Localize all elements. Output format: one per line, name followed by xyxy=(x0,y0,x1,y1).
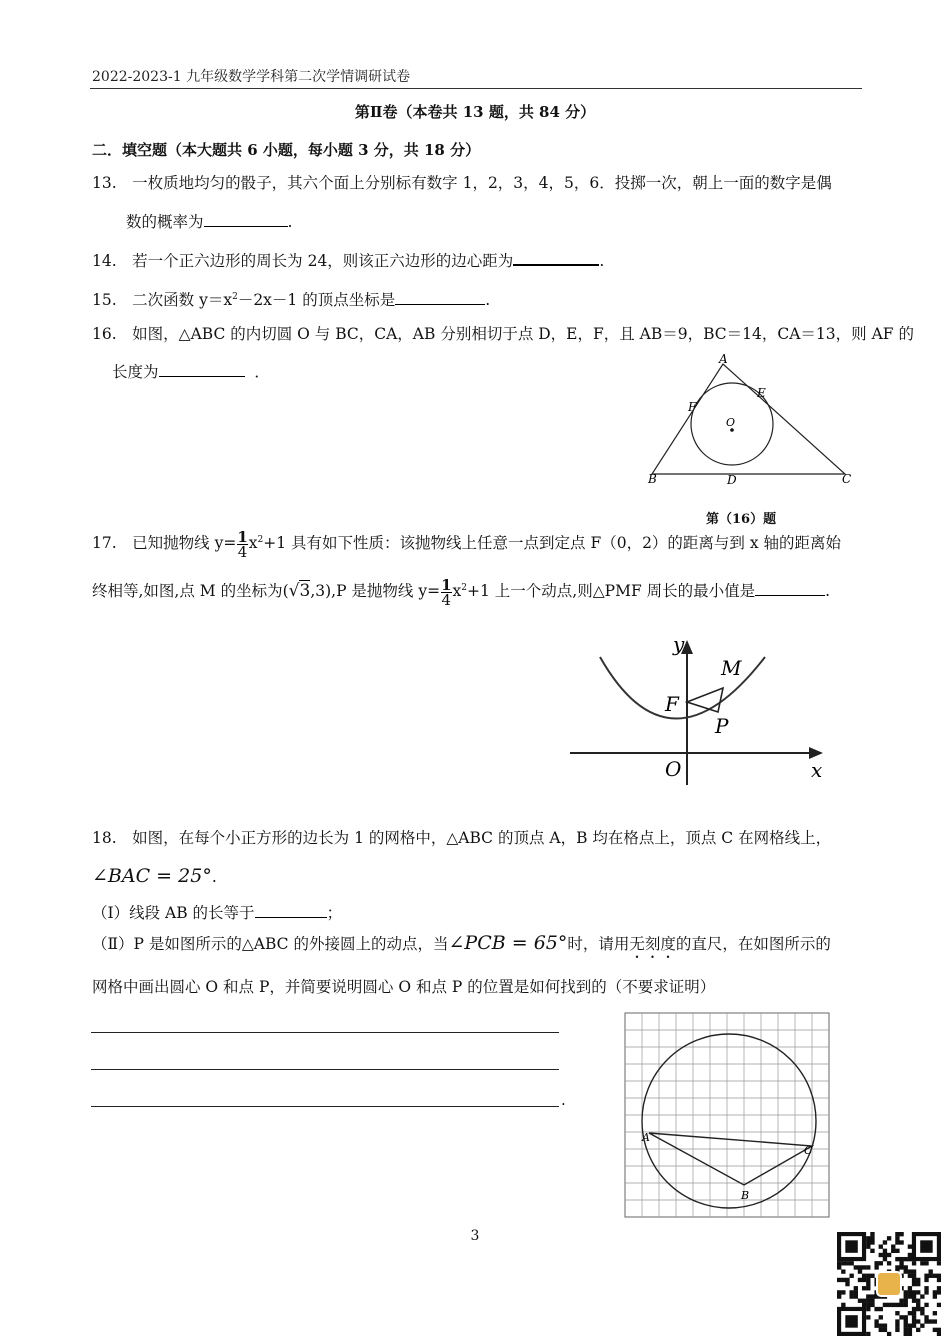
qr-module xyxy=(870,1249,874,1253)
qr-module xyxy=(883,1240,887,1244)
qr-module xyxy=(916,1328,920,1332)
q17-text-pre: 17. 已知抛物线 y= xyxy=(92,534,237,552)
qr-module xyxy=(908,1328,912,1332)
fraction-denominator-2: 4 xyxy=(441,590,452,609)
qr-module xyxy=(899,1303,903,1307)
qr-module xyxy=(912,1269,916,1273)
label-origin: O xyxy=(665,757,682,781)
qr-module xyxy=(854,1286,858,1290)
q18-part1-text: （Ⅰ）线段 AB 的长等于 xyxy=(92,904,255,922)
qr-code[interactable] xyxy=(837,1232,941,1336)
answer-line-2[interactable] xyxy=(91,1069,559,1070)
qr-module xyxy=(933,1274,937,1278)
qr-module xyxy=(879,1324,883,1328)
qr-module xyxy=(912,1315,916,1319)
qr-module xyxy=(920,1240,932,1252)
q16-answer-blank[interactable] xyxy=(159,361,245,377)
qr-module xyxy=(912,1294,916,1298)
qr-module xyxy=(887,1253,891,1257)
qr-module xyxy=(870,1240,874,1244)
q16-triangle-figure xyxy=(640,350,860,490)
q17-text-post: +1 具有如下性质：该抛物线上任意一点到定点 F（0，2）的距离与到 x 轴的距离始 xyxy=(263,534,842,552)
qr-module xyxy=(924,1290,928,1294)
qr-module xyxy=(904,1299,908,1303)
qr-module xyxy=(874,1265,878,1269)
fraction-numerator-2: 1 xyxy=(441,575,452,594)
qr-module xyxy=(929,1319,933,1323)
emphasis-no-scale: 无刻度 xyxy=(629,935,676,953)
q17-parabola-figure xyxy=(565,630,835,790)
qr-module xyxy=(904,1315,908,1319)
qr-module xyxy=(908,1324,912,1328)
qr-module xyxy=(895,1249,899,1253)
label-p-point: P xyxy=(715,714,729,738)
qr-module xyxy=(933,1328,937,1332)
qr-module xyxy=(904,1303,908,1307)
qr-module xyxy=(937,1290,941,1294)
qr-module xyxy=(937,1303,941,1307)
qr-module xyxy=(904,1265,908,1269)
qr-module xyxy=(879,1328,883,1332)
qr-module xyxy=(887,1303,891,1307)
qr-module xyxy=(887,1332,891,1336)
fraction-numerator: 1 xyxy=(237,527,248,546)
qr-module xyxy=(924,1274,928,1278)
q13-line2 xyxy=(126,211,292,232)
q13-end: . xyxy=(287,213,293,231)
q17-exponent-2: 2 xyxy=(461,583,468,593)
qr-module xyxy=(866,1244,870,1248)
q13-text: 数的概率为 xyxy=(126,213,204,231)
qr-module xyxy=(904,1324,908,1328)
label-y: y xyxy=(673,632,685,656)
header-rule xyxy=(90,88,862,89)
qr-module xyxy=(866,1278,870,1282)
qr-module xyxy=(883,1328,887,1332)
triangle-pmf xyxy=(687,688,723,712)
qr-module xyxy=(895,1232,899,1236)
qr-module xyxy=(883,1324,887,1328)
qr-module xyxy=(858,1278,862,1282)
qr-logo-icon xyxy=(877,1272,901,1296)
qr-module xyxy=(879,1307,883,1311)
circumcircle xyxy=(642,1034,816,1208)
qr-module xyxy=(841,1290,845,1294)
q17-line2-post: +1 上一个动点,则△PMF 周长的最小值是 xyxy=(467,582,756,600)
qr-module xyxy=(904,1328,908,1332)
label-b-grid: B xyxy=(741,1189,750,1202)
qr-module xyxy=(916,1290,920,1294)
qr-module xyxy=(837,1294,841,1298)
qr-module xyxy=(837,1278,841,1282)
qr-module xyxy=(887,1236,891,1240)
qr-module xyxy=(870,1232,874,1236)
qr-module xyxy=(920,1261,924,1265)
qr-module xyxy=(866,1303,870,1307)
qr-module xyxy=(854,1294,858,1298)
fraction-denominator: 4 xyxy=(237,542,248,561)
label-a: A xyxy=(719,352,728,366)
answer-end-mark: . xyxy=(561,1091,566,1109)
q18-part2-post: 的直尺，在如图所示的 xyxy=(675,935,831,953)
qr-module xyxy=(849,1261,853,1265)
qr-module xyxy=(874,1319,878,1323)
qr-module xyxy=(837,1265,841,1269)
qr-module xyxy=(904,1269,908,1273)
q17-line2-pre: 终相等,如图,点 M 的坐标为( xyxy=(92,582,289,600)
qr-module xyxy=(866,1294,870,1298)
qr-module xyxy=(895,1319,899,1323)
label-f-point: F xyxy=(665,692,679,716)
q18-part2-mid: 时，请用 xyxy=(567,935,630,953)
qr-module xyxy=(937,1286,941,1290)
qr-module xyxy=(883,1257,887,1261)
qr-module xyxy=(845,1240,857,1252)
qr-module xyxy=(841,1261,845,1265)
label-d: D xyxy=(727,473,737,487)
angle-pcb: ∠PCB = 65° xyxy=(448,932,568,954)
label-e: E xyxy=(757,386,766,400)
q14-line xyxy=(92,249,604,271)
qr-module xyxy=(908,1253,912,1257)
qr-module xyxy=(837,1290,841,1294)
qr-module xyxy=(904,1257,908,1261)
qr-module xyxy=(895,1311,899,1315)
qr-module xyxy=(899,1257,903,1261)
qr-module xyxy=(841,1269,845,1273)
q18-part2 xyxy=(92,931,831,962)
q15-answer-blank[interactable] xyxy=(395,289,485,305)
q18-part1-end: ； xyxy=(326,904,343,922)
q17-var-2: x xyxy=(452,582,462,600)
qr-module xyxy=(904,1290,908,1294)
page-number: 3 xyxy=(470,1228,480,1244)
q17-exponent: 2 xyxy=(257,535,264,545)
qr-module xyxy=(837,1261,841,1265)
answer-line-3[interactable] xyxy=(91,1106,559,1107)
qr-module xyxy=(916,1299,920,1303)
qr-module xyxy=(866,1274,870,1278)
qr-module xyxy=(912,1278,916,1282)
sqrt-argument: 3 xyxy=(299,581,311,601)
qr-module xyxy=(912,1261,916,1265)
q16-end: ． xyxy=(254,363,270,381)
qr-module xyxy=(912,1319,916,1323)
qr-module xyxy=(879,1315,883,1319)
qr-module xyxy=(883,1249,887,1253)
qr-module xyxy=(899,1232,903,1236)
qr-module xyxy=(908,1332,912,1336)
answer-line-1[interactable] xyxy=(91,1032,559,1033)
label-m-point: M xyxy=(721,656,742,680)
qr-module xyxy=(866,1265,870,1269)
triangle-abc-grid xyxy=(649,1133,812,1185)
fraction-one-quarter-2 xyxy=(441,575,452,609)
qr-module xyxy=(933,1294,937,1298)
qr-module xyxy=(916,1319,920,1323)
fraction-one-quarter xyxy=(237,527,248,561)
qr-module xyxy=(887,1261,891,1265)
q13-answer-blank[interactable] xyxy=(204,211,288,227)
q16-line1: 16. 如图，△ABC 的内切圆 O 与 BC，CA，AB 分别相切于点 D，E，F，且 AB＝9，BC＝14，CA＝13，则 AF 的 xyxy=(92,325,914,343)
qr-module xyxy=(862,1286,866,1290)
q15-end: . xyxy=(485,291,491,309)
qr-module xyxy=(916,1278,920,1282)
qr-module xyxy=(866,1332,870,1336)
q18-angle-line xyxy=(92,864,217,889)
qr-module xyxy=(912,1290,916,1294)
qr-module xyxy=(866,1240,870,1244)
qr-module xyxy=(912,1282,916,1286)
qr-module xyxy=(904,1294,908,1298)
q18-part2-line2: 网格中画出圆心 O 和点 P，并简要说明圆心 O 和点 P 的位置是如何找到的（不要求证明） xyxy=(92,978,716,996)
q17-line2 xyxy=(92,574,830,607)
qr-module xyxy=(908,1286,912,1290)
qr-module xyxy=(937,1332,941,1336)
qr-module xyxy=(937,1274,941,1278)
qr-module xyxy=(866,1286,870,1290)
qr-module xyxy=(870,1274,874,1278)
section-title: 第Ⅱ卷（本卷共 13 题，共 84 分） xyxy=(354,103,596,121)
qr-module xyxy=(845,1278,849,1282)
q17-end: . xyxy=(825,582,831,600)
qr-module xyxy=(879,1244,883,1248)
qr-module xyxy=(895,1236,899,1240)
qr-module xyxy=(858,1265,862,1269)
qr-module xyxy=(899,1299,903,1303)
qr-module xyxy=(908,1269,912,1273)
qr-module xyxy=(912,1274,916,1278)
qr-module xyxy=(904,1332,908,1336)
angle-end: . xyxy=(211,868,217,886)
qr-module xyxy=(891,1244,895,1248)
qr-module xyxy=(862,1274,866,1278)
qr-module xyxy=(862,1303,866,1307)
qr-module xyxy=(866,1299,870,1303)
q16-figure-caption: 第（16）题 xyxy=(706,512,777,527)
q13-line1: 13. 一枚质地均匀的骰子，其六个面上分别标有数字 1，2，3，4，5，6．投掷一次，朝上一面的数字是偶 xyxy=(92,174,832,192)
grid-lines xyxy=(625,1013,829,1217)
q17-line1 xyxy=(92,526,841,559)
qr-module xyxy=(908,1290,912,1294)
qr-module xyxy=(920,1324,924,1328)
q14-answer-blank[interactable] xyxy=(513,249,599,266)
qr-module xyxy=(874,1307,878,1311)
qr-module xyxy=(895,1265,899,1269)
qr-module xyxy=(895,1324,899,1328)
qr-module xyxy=(908,1244,912,1248)
qr-module xyxy=(883,1253,887,1257)
qr-module xyxy=(874,1324,878,1328)
q18-part2-pre: （Ⅱ）P 是如图所示的△ABC 的外接圆上的动点，当 xyxy=(92,935,449,953)
qr-module xyxy=(866,1307,870,1311)
q15-line xyxy=(92,287,490,310)
q18-grid-figure xyxy=(620,1008,836,1224)
qr-module xyxy=(899,1261,903,1265)
qr-module xyxy=(879,1261,883,1265)
qr-module xyxy=(937,1328,941,1332)
qr-module xyxy=(870,1294,874,1298)
qr-module xyxy=(891,1303,895,1307)
qr-module xyxy=(908,1274,912,1278)
qr-module xyxy=(937,1261,941,1265)
qr-module xyxy=(916,1303,920,1307)
page-header: 2022-2023-1 九年级数学学科第二次学情调研试卷 xyxy=(92,69,411,85)
q14-text: 14. 若一个正六边形的周长为 24，则该正六边形的边心距为 xyxy=(92,252,514,270)
qr-module xyxy=(866,1315,870,1319)
qr-module xyxy=(849,1274,853,1278)
qr-module xyxy=(870,1299,874,1303)
qr-module xyxy=(895,1240,899,1244)
qr-module xyxy=(899,1265,903,1269)
qr-module xyxy=(929,1274,933,1278)
qr-module xyxy=(849,1290,853,1294)
label-o: O xyxy=(726,416,736,429)
q18-part1-answer-blank[interactable] xyxy=(255,902,327,918)
qr-module xyxy=(908,1294,912,1298)
q18-part1 xyxy=(92,902,342,923)
qr-module xyxy=(841,1303,845,1307)
qr-module xyxy=(924,1286,928,1290)
qr-module xyxy=(845,1315,857,1327)
fill-in-section-heading: 二．填空题（本大题共 6 小题，每小题 3 分，共 18 分） xyxy=(92,141,481,159)
qr-module xyxy=(933,1319,937,1323)
qr-module xyxy=(895,1328,899,1332)
label-a-grid: A xyxy=(642,1131,650,1144)
qr-module xyxy=(916,1307,920,1311)
qr-module xyxy=(866,1236,870,1240)
q16-text: 长度为 xyxy=(112,363,159,381)
q16-line2 xyxy=(112,361,270,382)
qr-module xyxy=(920,1294,924,1298)
qr-module xyxy=(920,1307,924,1311)
q15-text-pre: 15. 二次函数 y＝x xyxy=(92,291,233,309)
qr-module xyxy=(854,1265,858,1269)
qr-module xyxy=(870,1236,874,1240)
q17-answer-blank[interactable] xyxy=(755,580,825,596)
qr-module xyxy=(862,1299,866,1303)
qr-module xyxy=(841,1278,845,1282)
qr-module xyxy=(933,1290,937,1294)
qr-module xyxy=(862,1265,866,1269)
qr-module xyxy=(891,1249,895,1253)
sqrt-sign: √ xyxy=(288,581,300,601)
qr-module xyxy=(845,1261,849,1265)
angle-bac: ∠BAC = 25° xyxy=(92,865,212,887)
qr-module xyxy=(912,1307,916,1311)
qr-module xyxy=(858,1299,862,1303)
q15-exponent: 2 xyxy=(232,292,238,302)
qr-module xyxy=(883,1303,887,1307)
qr-module xyxy=(929,1269,933,1273)
q15-text-post: －2x－1 的顶点坐标是 xyxy=(237,291,396,309)
qr-module xyxy=(899,1240,903,1244)
q14-end: . xyxy=(599,252,605,270)
qr-module xyxy=(933,1311,937,1315)
label-c: C xyxy=(842,472,852,486)
qr-module xyxy=(904,1319,908,1323)
qr-module xyxy=(854,1290,858,1294)
qr-module xyxy=(899,1315,903,1319)
qr-module xyxy=(874,1261,878,1265)
qr-module xyxy=(920,1311,924,1315)
label-f: F xyxy=(688,400,697,414)
qr-module xyxy=(870,1303,874,1307)
qr-module xyxy=(849,1294,853,1298)
qr-module xyxy=(908,1257,912,1261)
qr-module xyxy=(937,1278,941,1282)
qr-module xyxy=(924,1315,928,1319)
qr-module xyxy=(895,1303,899,1307)
label-x: x xyxy=(811,758,823,782)
qr-module xyxy=(845,1282,849,1286)
qr-module xyxy=(866,1282,870,1286)
qr-module xyxy=(916,1282,920,1286)
qr-module xyxy=(858,1269,862,1273)
qr-module xyxy=(924,1278,928,1282)
qr-module xyxy=(924,1319,928,1323)
qr-module xyxy=(924,1261,928,1265)
q17-line2-mid: ,3),P 是抛物线 y= xyxy=(310,582,441,600)
qr-module xyxy=(908,1311,912,1315)
triangle-abc xyxy=(652,364,845,474)
q17-var: x xyxy=(248,534,258,552)
label-b: B xyxy=(648,472,657,486)
qr-module xyxy=(862,1278,866,1282)
qr-module xyxy=(912,1324,916,1328)
q18-line1: 18. 如图，在每个小正方形的边长为 1 的网格中，△ABC 的顶点 A，B 均在格点上，顶点 C 在网格线上， xyxy=(92,829,832,847)
qr-module xyxy=(912,1311,916,1315)
qr-module xyxy=(924,1303,928,1307)
qr-module xyxy=(912,1299,916,1303)
qr-module xyxy=(895,1257,899,1261)
qr-module xyxy=(879,1253,883,1257)
label-c-grid: C xyxy=(804,1144,813,1157)
